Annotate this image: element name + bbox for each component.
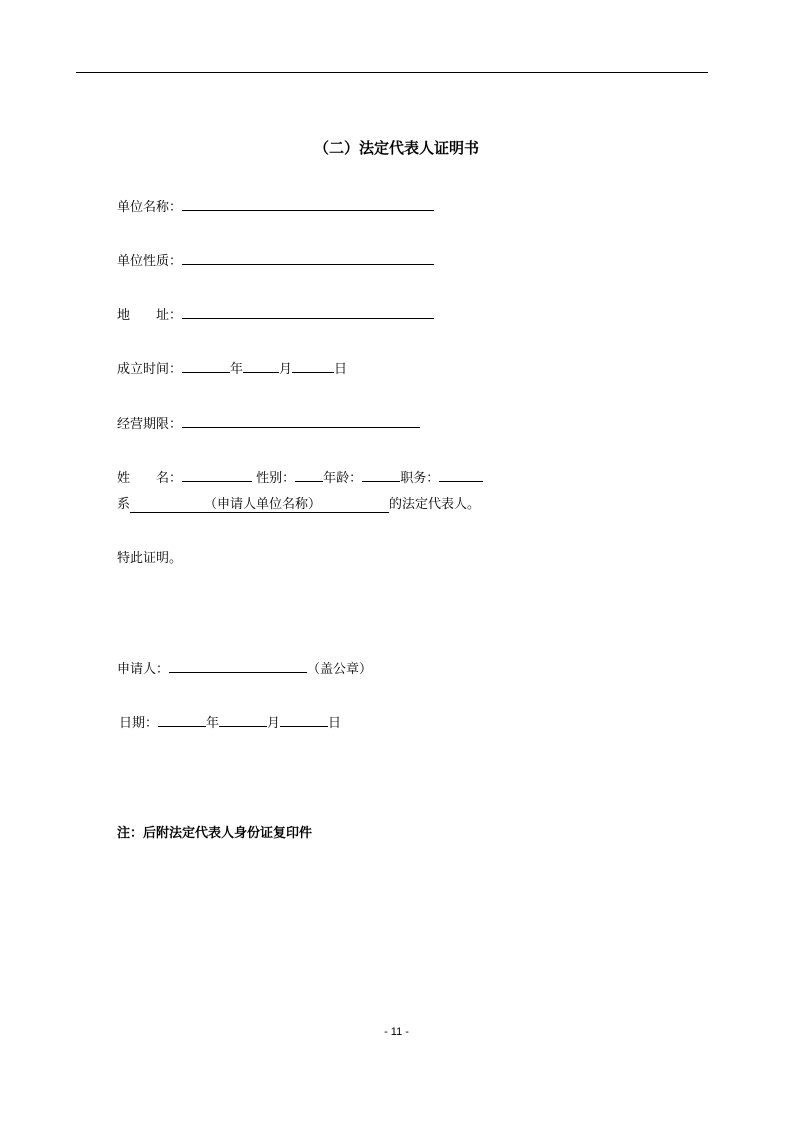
gender-label: 性别： — [256, 471, 296, 486]
established-label: 成立时间： — [117, 362, 183, 377]
person-info-row — [117, 468, 483, 488]
applicant-unit-field[interactable] — [130, 497, 389, 513]
applicant-blank[interactable] — [169, 659, 307, 673]
established-month-blank[interactable] — [243, 359, 279, 373]
seal-note: （盖公章） — [307, 662, 373, 677]
address-blank[interactable] — [182, 305, 434, 319]
date-day-label: 日 — [328, 716, 342, 731]
footnote: 注：后附法定代表人身份证复印件 — [117, 826, 313, 841]
unit-nature-row — [117, 251, 434, 271]
unit-name-row — [117, 197, 434, 217]
name-label: 姓 名： — [117, 471, 183, 486]
legal-rep-row — [117, 496, 480, 514]
age-blank[interactable] — [362, 468, 400, 482]
age-label: 年龄： — [323, 471, 363, 486]
operating-period-row — [117, 414, 420, 434]
date-year-blank[interactable] — [158, 713, 206, 727]
date-day-blank[interactable] — [280, 713, 328, 727]
address-label: 地 址： — [117, 308, 183, 323]
name-blank[interactable] — [182, 468, 252, 482]
unit-nature-label: 单位性质： — [117, 254, 183, 269]
established-row — [117, 359, 347, 379]
operating-period-label: 经营期限： — [117, 417, 183, 432]
header-rule — [76, 72, 708, 73]
address-row — [117, 305, 434, 325]
established-year-blank[interactable] — [182, 359, 230, 373]
operating-period-blank[interactable] — [182, 414, 420, 428]
certify-text: 特此证明。 — [117, 551, 183, 566]
established-year-label: 年 — [230, 362, 244, 377]
signature-date-row — [119, 713, 341, 733]
established-month-label: 月 — [279, 362, 293, 377]
applicant-unit-hint: （申请人单位名称） — [204, 497, 322, 512]
date-label: 日期： — [119, 716, 159, 731]
applicant-label: 申请人： — [117, 662, 170, 677]
document-title: （二）法定代表人证明书 — [313, 139, 479, 157]
relation-suffix: 的法定代表人。 — [389, 497, 481, 512]
relation-prefix: 系 — [117, 497, 131, 512]
established-day-blank[interactable] — [292, 359, 334, 373]
applicant-row — [117, 659, 372, 679]
established-day-label: 日 — [334, 362, 348, 377]
position-label: 职务： — [400, 471, 440, 486]
unit-name-label: 单位名称： — [117, 200, 183, 215]
date-month-blank[interactable] — [219, 713, 267, 727]
unit-nature-blank[interactable] — [182, 251, 434, 265]
date-month-label: 月 — [267, 716, 281, 731]
page-number: - 11 - — [384, 1026, 409, 1038]
position-blank[interactable] — [439, 468, 483, 482]
gender-blank[interactable] — [295, 468, 323, 482]
unit-name-blank[interactable] — [182, 197, 434, 211]
date-year-label: 年 — [206, 716, 220, 731]
